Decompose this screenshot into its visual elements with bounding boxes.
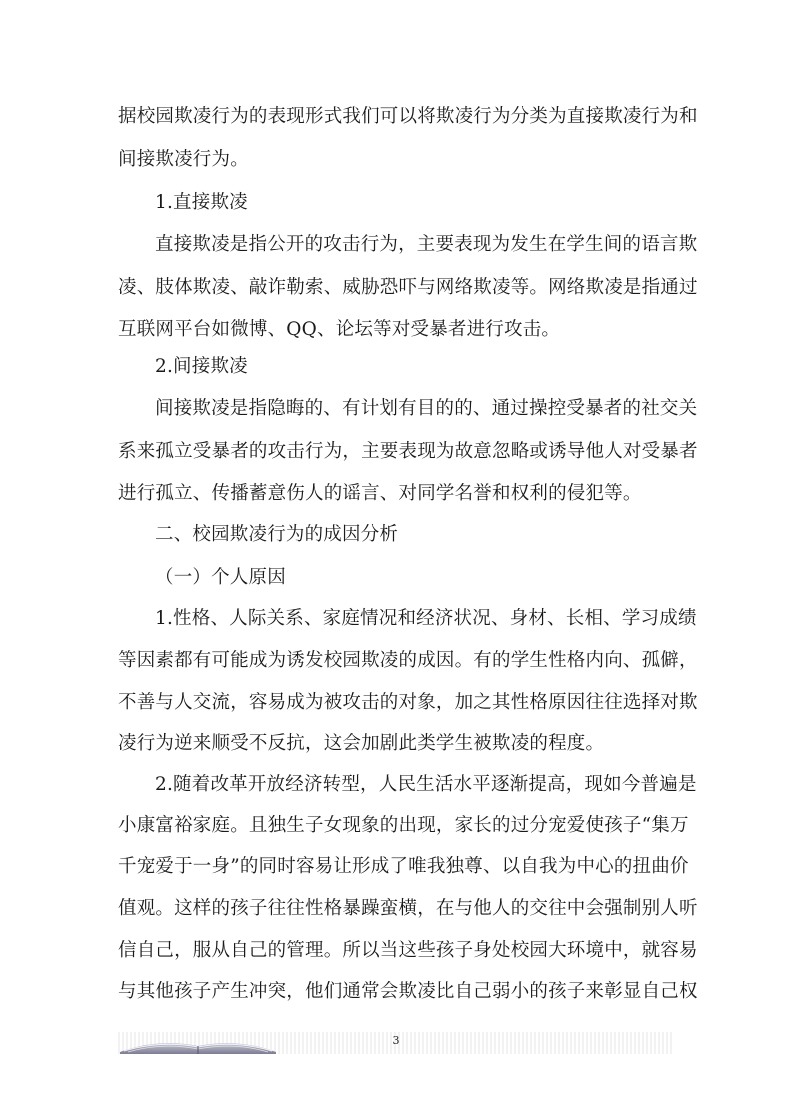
open-book-icon <box>118 1034 278 1054</box>
text-line: 小康富裕家庭。且独生子女现象的出现，家长的过分宠爱使孩子“集万 <box>118 815 689 836</box>
text-line: 与其他孩子产生冲突，他们通常会欺凌比自己弱小的孩子来彰显自己权 <box>118 981 698 1002</box>
subsection-heading: （一）个人原因 <box>155 567 286 588</box>
text-line: 凌行为逆来顺受不反抗，这会加剧此类学生被欺凌的程度。 <box>118 733 605 754</box>
text-line: 不善与人交流，容易成为被攻击的对象，加之其性格原因往往选择对欺 <box>118 692 698 713</box>
text-line: 等因素都有可能成为诱发校园欺凌的成因。有的学生性格内向、孤僻， <box>118 650 698 671</box>
page-number: 3 <box>392 1034 400 1047</box>
text-line: 进行孤立、传播蓄意伤人的谣言、对同学名誉和权利的侵犯等。 <box>118 483 642 504</box>
text-line: 信自己，服从自己的管理。所以当这些孩子身处校园大环境中，就容易 <box>118 940 698 961</box>
text-line: 互联网平台如微博、QQ、论坛等对受暴者进行攻击。 <box>118 319 561 340</box>
text-line: 2.随着改革开放经济转型，人民生活水平逐渐提高，现如今普遍是 <box>155 774 697 795</box>
section-heading: 1.直接欺凌 <box>155 192 248 213</box>
text-line: 凌、肢体欺凌、敲诈勒索、威胁恐吓与网络欺凌等。网络欺凌是指通过 <box>118 277 698 298</box>
text-line: 1.性格、人际关系、家庭情况和经济状况、身材、长相、学习成绩 <box>155 608 697 629</box>
text-line: 据校园欺凌行为的表现形式我们可以将欺凌行为分类为直接欺凌行为和 <box>118 106 698 127</box>
text-line: 千宠爱于一身”的同时容易让形成了唯我独尊、以自我为中心的扭曲价 <box>118 856 689 877</box>
section-heading: 二、校园欺凌行为的成因分析 <box>155 524 399 545</box>
text-line: 间接欺凌是指隐晦的、有计划有目的的、通过操控受暴者的社交关 <box>155 398 698 419</box>
text-line: 值观。这样的孩子往往性格暴躁蛮横，在与他人的交往中会强制别人听 <box>118 898 698 919</box>
text-line: 直接欺凌是指公开的攻击行为，主要表现为发生在学生间的语言欺 <box>155 234 698 255</box>
text-line: 间接欺凌行为。 <box>118 149 249 170</box>
section-heading: 2.间接欺凌 <box>155 356 248 377</box>
text-line: 系来孤立受暴者的攻击行为，主要表现为故意忽略或诱导他人对受暴者 <box>118 441 698 462</box>
